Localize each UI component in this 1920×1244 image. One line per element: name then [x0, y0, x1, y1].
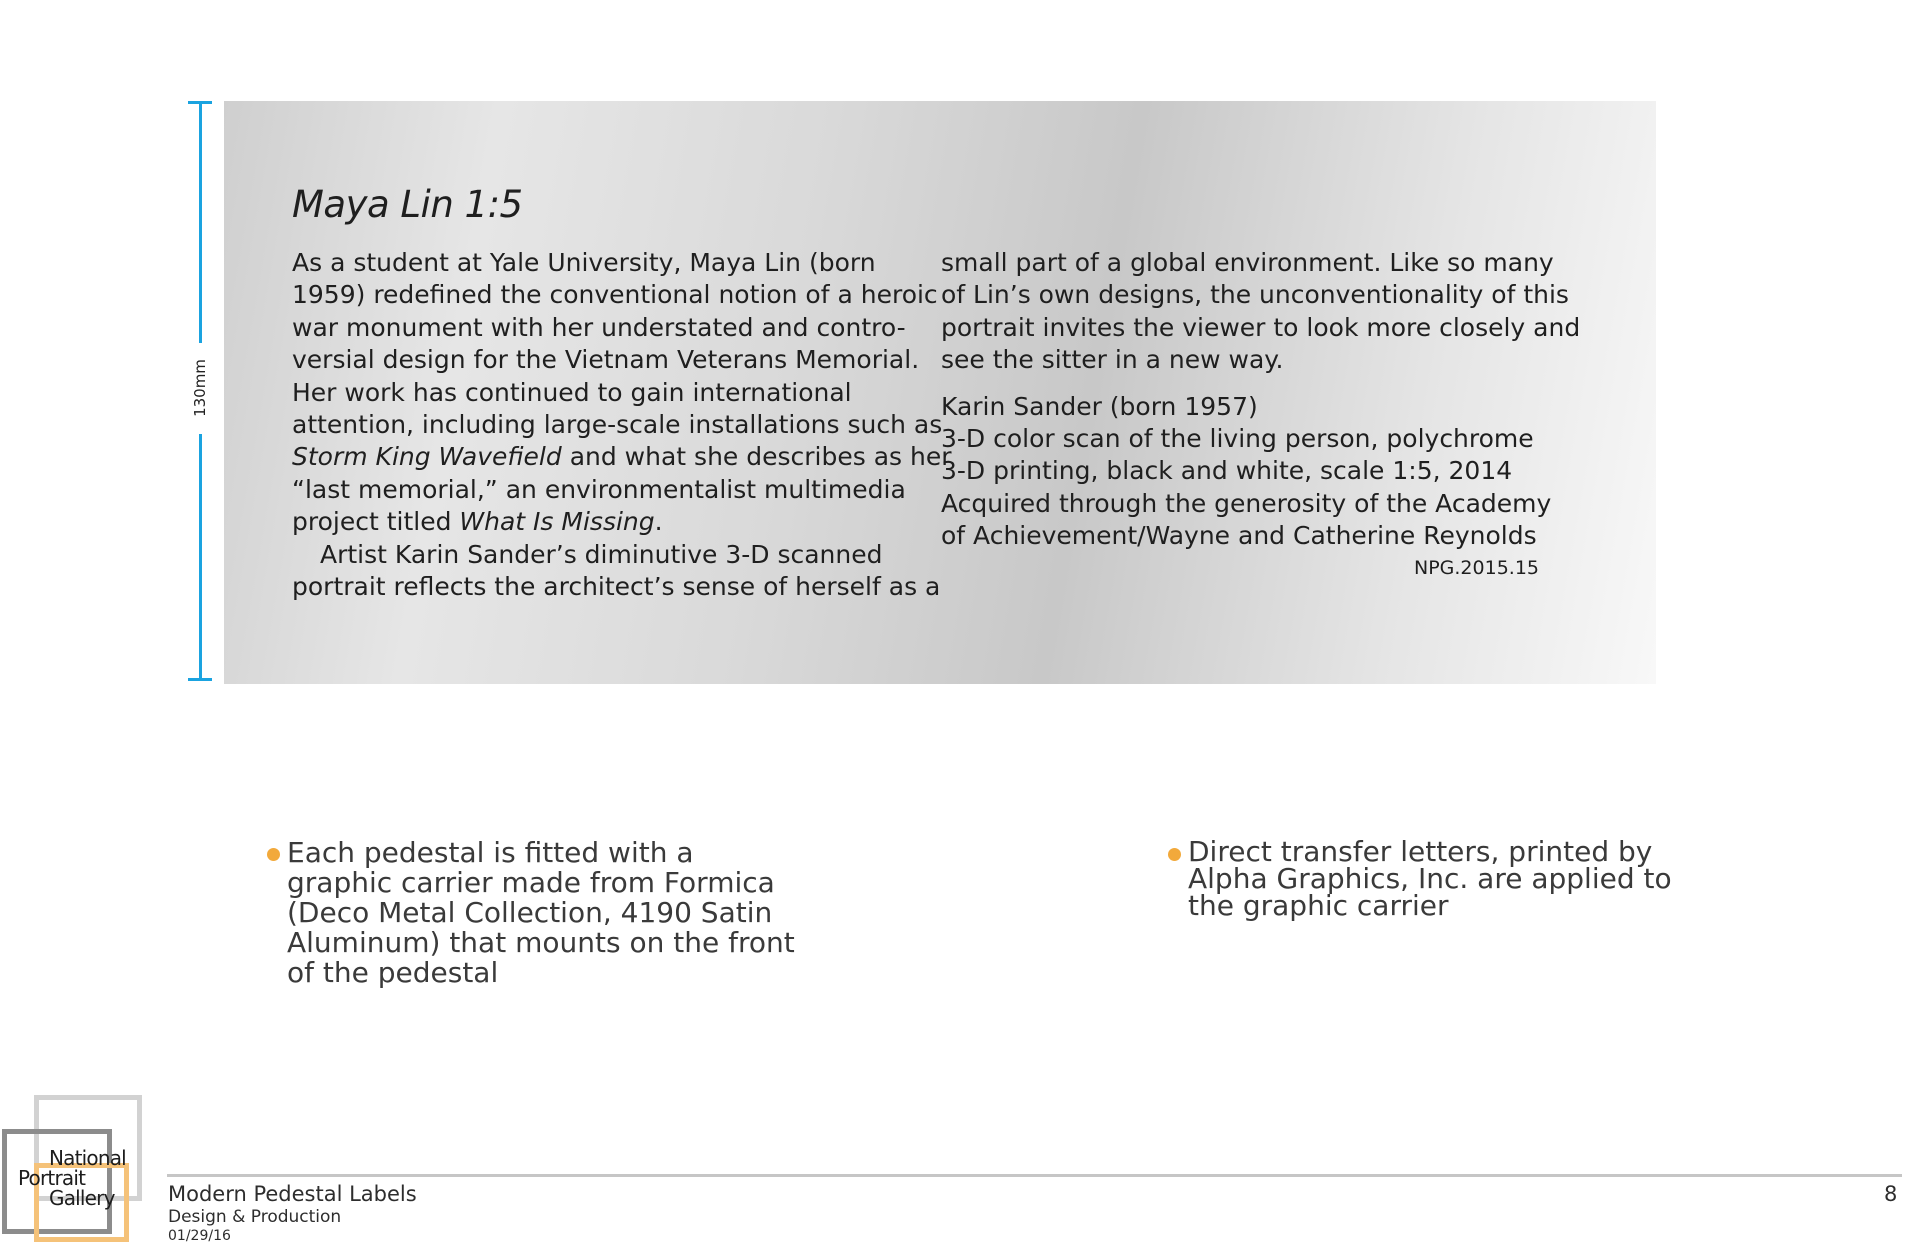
label-title: Maya Lin 1:5 [292, 183, 523, 226]
credit-artist: Karin Sander (born 1957) [941, 391, 1258, 421]
label-paragraph-3 [941, 247, 1581, 377]
bullet-dot [1168, 848, 1181, 861]
text-line: 1959) redefined the conventional notion of a heroic [292, 280, 938, 310]
label-panel [224, 101, 1656, 684]
text-line: small part of a global environment. Like so many [941, 248, 1554, 277]
logo-word-national: National [49, 1146, 126, 1170]
label-left-column [292, 247, 952, 603]
text-line: As a student at Yale University, Maya Lin (born [292, 248, 876, 277]
accession-number: NPG.2015.15 [1414, 557, 1540, 579]
artwork-title-italic: Storm King Wavefield [292, 442, 562, 472]
text-fragment: project titled [292, 507, 460, 537]
bullet-dot [267, 848, 280, 861]
text-line [292, 507, 663, 536]
note-line: Aluminum) that mounts on the front [287, 926, 795, 959]
credit-medium: 3-D printing, black and white, scale 1:5, 2014 [941, 456, 1513, 486]
note-transfer-letters [1188, 835, 1672, 922]
note-line: (Deco Metal Collection, 4190 Satin [287, 896, 773, 929]
label-credit-block [941, 391, 1581, 553]
artwork-title-italic: What Is Missing [459, 507, 655, 537]
dimension-line-lower [199, 434, 202, 681]
note-line: of the pedestal [287, 956, 499, 989]
logo-word-gallery: Gallery [49, 1186, 115, 1210]
note-line: graphic carrier made from Formica [287, 866, 775, 899]
note-line: Each pedestal is fitted with a [287, 836, 694, 869]
npg-logo [0, 1095, 145, 1242]
footer-subtitle: Design & Production [168, 1207, 342, 1227]
credit-line: Acquired through the generosity of the Academy [941, 488, 1552, 518]
text-line: of Lin’s own designs, the unconventionality of this [941, 280, 1569, 310]
text-line: portrait invites the viewer to look more closely and [941, 312, 1581, 342]
text-line: Artist Karin Sander’s diminutive 3-D scanned [320, 539, 883, 569]
text-line: “last memorial,” an environmentalist multimedia [292, 474, 906, 504]
text-line: see the sitter in a new way. [941, 345, 1284, 375]
text-line: versial design for the Vietnam Veterans Memorial. [292, 345, 920, 375]
dimension-label: 130mm [191, 359, 209, 417]
note-line: Alpha Graphics, Inc. are applied to [1188, 862, 1672, 895]
dimension-marker [188, 101, 212, 681]
text-line: portrait reflects the architect’s sense of herself as a [292, 572, 941, 602]
note-line: Direct transfer letters, printed by [1188, 835, 1653, 868]
credit-medium: 3-D color scan of the living person, polychrome [941, 424, 1534, 454]
footer-title: Modern Pedestal Labels [168, 1182, 417, 1206]
text-line: war monument with her understated and contro- [292, 312, 906, 342]
page-number: 8 [1884, 1182, 1898, 1206]
text-fragment: and what she describes as her [561, 442, 952, 472]
credit-line: of Achievement/Wayne and Catherine Reynolds [941, 521, 1537, 551]
text-fragment: . [654, 507, 663, 537]
label-right-column [941, 247, 1581, 553]
footer-date: 01/29/16 [168, 1228, 231, 1244]
text-line: Her work has continued to gain international [292, 377, 852, 407]
note-line: the graphic carrier [1188, 889, 1449, 922]
dimension-line-upper [199, 101, 202, 343]
footer-rule [167, 1174, 1902, 1177]
dimension-cap-bottom [188, 678, 212, 681]
note-formica-carrier [287, 838, 795, 988]
text-line [292, 442, 952, 471]
label-paragraph-2 [292, 539, 941, 604]
label-paragraph-1 [292, 247, 952, 539]
text-line: attention, including large-scale installations such as [292, 410, 943, 440]
logo-word-portrait: Portrait [18, 1166, 86, 1190]
